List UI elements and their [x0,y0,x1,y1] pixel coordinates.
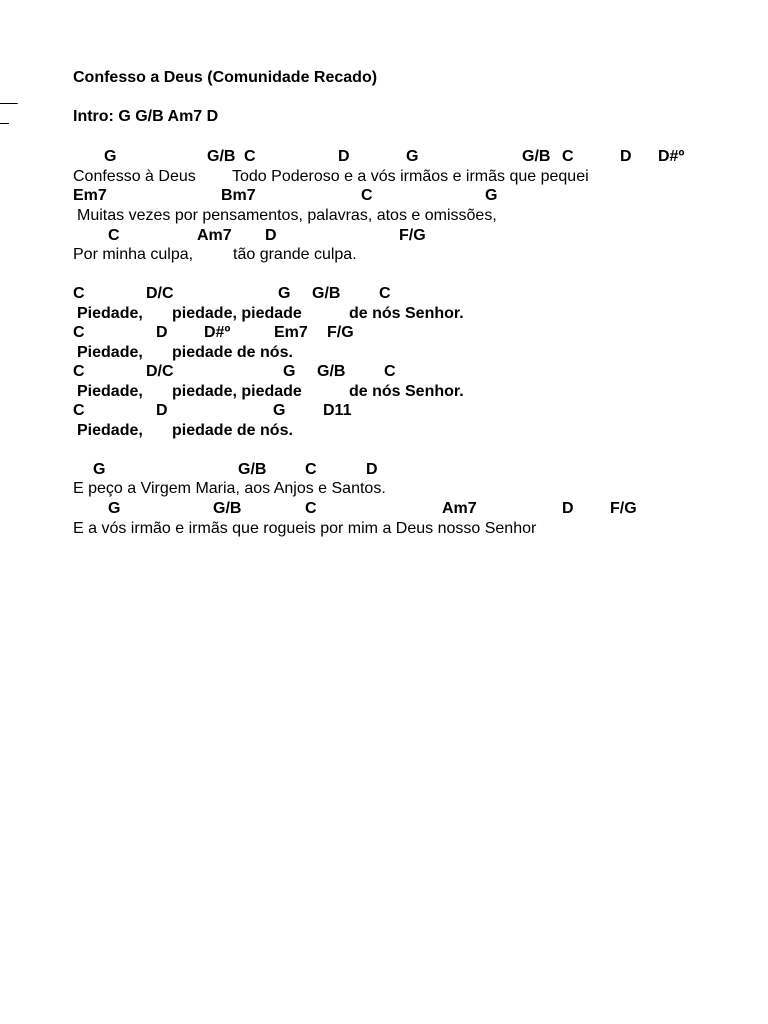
chord: Em7 [73,187,107,204]
chord: G/B [312,285,341,302]
lyric-line [0,519,768,539]
lyric-segment: piedade de nós. [172,344,293,361]
lyric-segment: Muitas vezes por pensamentos, palavras, atos e omissões, [77,207,497,224]
chord: C [361,187,373,204]
chord: G/B [238,461,267,478]
lyric-segment: Piedade, [77,422,143,439]
lyric-segment: Todo Poderoso e a vós irmãos e irmãs que pequei [232,168,589,185]
chord: D11 [323,402,352,419]
chord: Bm7 [221,187,256,204]
lyric-line [0,421,768,441]
chord: D#º [658,148,685,165]
chord: D/C [146,363,174,380]
chord: F/G [610,500,637,517]
lyric-segment: piedade, piedade [172,305,302,322]
chord: C [562,148,574,165]
chord: Am7 [442,500,477,517]
lyric-segment: E peço a Virgem Maria, aos Anjos e Santos. [73,480,386,497]
chord: G [108,500,121,517]
song-title-text: Confesso a Deus (Comunidade Recado) [73,69,378,86]
lyric-line [0,479,768,499]
chord-line [0,147,768,167]
chord-line [0,226,768,246]
lyric-segment: E a vós irmão e irmãs que rogueis por mim a Deus nosso Senhor [73,520,537,537]
lyric-segment: de nós Senhor. [349,305,464,322]
chord: C [73,363,85,380]
chord: Em7 [274,324,308,341]
chord: F/G [399,227,426,244]
lyric-line [0,245,768,265]
chord: D [265,227,277,244]
chord-line [0,323,768,343]
chord: G [273,402,286,419]
chord: C [244,148,256,165]
lyric-segment: Piedade, [77,344,143,361]
lyric-segment: piedade, piedade [172,383,302,400]
chord-line [0,460,768,480]
chord: G [93,461,106,478]
chord: G/B [213,500,242,517]
lyric-line [0,343,768,363]
chord: G/B [207,148,236,165]
lyric-line [0,382,768,402]
lyric-line [0,167,768,187]
chord: G [406,148,419,165]
lyric-segment: Piedade, [77,383,143,400]
lyric-segment: de nós Senhor. [349,383,464,400]
chord: D [156,324,168,341]
chord: F/G [327,324,354,341]
chord: D [562,500,574,517]
intro-text: Intro: G G/B Am7 D [73,108,219,125]
chord: G [278,285,291,302]
lyric-segment: Piedade, [77,305,143,322]
chord-line [0,499,768,519]
chord: G [283,363,296,380]
chord: G/B [317,363,346,380]
lyric-line [0,304,768,324]
chord: C [73,285,85,302]
lyric-segment: Por minha culpa, [73,246,194,263]
lyric-segment: tão grande culpa. [233,246,357,263]
chord: C [108,227,120,244]
lyric-line [0,206,768,226]
lyric-segment: piedade de nós. [172,422,293,439]
chord-line [0,362,768,382]
chord: D [366,461,378,478]
chord: C [379,285,391,302]
chord: C [73,402,85,419]
chord: G [485,187,498,204]
chord: D [338,148,350,165]
lyric-segment: Confesso à Deus [73,168,196,185]
song-title [0,68,768,88]
chord-line [0,401,768,421]
intro-line [0,107,768,127]
chord: D/C [146,285,174,302]
chord: C [305,461,317,478]
chord: C [73,324,85,341]
chord: C [384,363,396,380]
chord-line [0,186,768,206]
chord: C [305,500,317,517]
chord: D [620,148,632,165]
chord: G/B [522,148,551,165]
chord: Am7 [197,227,232,244]
chord-line [0,284,768,304]
chord: D [156,402,168,419]
chord: G [104,148,117,165]
chord: D#º [204,324,231,341]
